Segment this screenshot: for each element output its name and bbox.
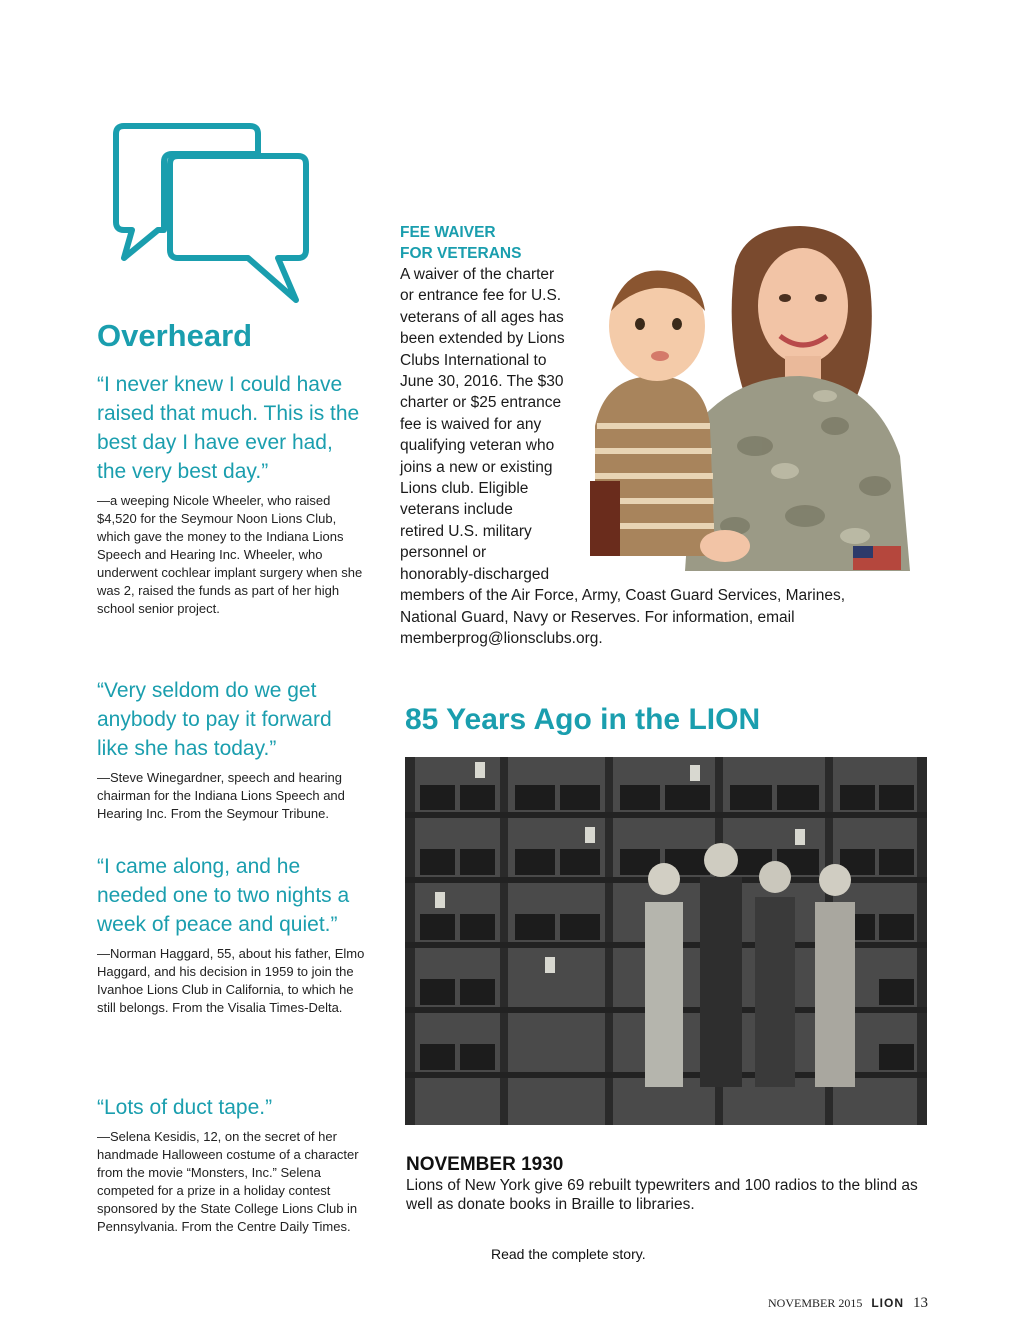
quote-block-2 <box>97 676 367 823</box>
date-heading: NOVEMBER 1930 <box>406 1154 564 1175</box>
fee-line: veterans of all ages has <box>400 308 564 326</box>
quote-text: “Very seldom do we get anybody to pay it forward like she has today.” <box>97 679 332 760</box>
page-footer <box>768 1295 928 1312</box>
quote-attribution: —Steve Winegardner, speech and hearing chairman for the Indiana Lions Speech and Hearing Inc. From the Seymour Tribune. <box>97 770 345 821</box>
fee-line: been extended by Lions <box>400 330 565 348</box>
fee-line: personnel or <box>400 544 487 562</box>
fee-line: June 30, 2016. The $30 <box>400 373 564 391</box>
fee-line: charter or $25 entrance <box>400 394 562 412</box>
quote-text: “I came along, and he needed one to two nights a week of peace and quiet.” <box>97 855 350 936</box>
fee-line: fee is waived for any <box>400 415 542 433</box>
fee-waiver-heading-line1: FEE WAIVER <box>400 224 496 241</box>
overheard-title: Overheard <box>97 318 253 353</box>
footer-issue: NOVEMBER 2015 <box>767 1296 863 1310</box>
fee-waiver-section <box>400 222 880 649</box>
quote-text: “Lots of duct tape.” <box>97 1096 273 1119</box>
fee-line: A waiver of the charter <box>400 266 555 283</box>
fee-line: joins a new or existing <box>400 458 553 476</box>
read-more-link[interactable]: Read the complete story. <box>491 1246 646 1262</box>
quote-block-4 <box>97 1093 367 1236</box>
fee-line: Clubs International to <box>400 351 547 369</box>
years-ago-title: 85 Years Ago in the LION <box>405 703 761 736</box>
quote-attribution: —Selena Kesidis, 12, on the secret of her handmade Halloween costume of a character from the movie “Monsters, Inc.” Selena competed for a prize in a holiday contest sponsored by the State College Lions Club in Pennsylvania. From the Centre Daily Times. <box>97 1129 359 1234</box>
quote-attribution: —Norman Haggard, 55, about his father, Elmo Haggard, and his decision in 1959 to join the Ivanhoe Lions Club in California, to which he still belongs. From the Visalia Times-Delta. <box>97 946 365 1015</box>
page-number: 13 <box>913 1295 928 1311</box>
fee-line: veterans include <box>400 501 513 519</box>
quote-block-1 <box>97 370 367 618</box>
fee-line: or entrance fee for U.S. <box>400 287 562 305</box>
footer-magazine: LION <box>871 1296 904 1310</box>
fee-line: honorably-discharged <box>400 565 550 583</box>
speech-bubbles-icon <box>110 118 310 308</box>
quote-text: “I never knew I could have raised that much. This is the best day I have ever had, the very best day.” <box>97 373 360 483</box>
quote-block-3 <box>97 852 367 1017</box>
quote-attribution: —a weeping Nicole Wheeler, who raised $4,520 for the Seymour Noon Lions Club, which gave the money to the Indiana Lions Speech and Hearing Inc. Wheeler, who underwent cochlear implant surgery when she was 2, raised the funds as part of her high school senior project. <box>97 493 363 616</box>
archive-typewriters-photo <box>405 757 927 1125</box>
fee-line: retired U.S. military <box>400 522 532 540</box>
fee-line: qualifying veteran who <box>400 437 555 455</box>
fee-waiver-wide-text: members of the Air Force, Army, Coast Guard Services, Marines, National Guard, Navy or Reserves. For information, email memberprog@lionsclubs.org. <box>400 587 846 647</box>
fee-waiver-heading-line2: FOR VETERANS <box>400 245 522 262</box>
fee-waiver-narrow-text <box>400 264 585 585</box>
fee-line: Lions club. Eligible <box>400 480 529 498</box>
years-ago-body: Lions of New York give 69 rebuilt typewriters and 100 radios to the blind as well as donate books in Braille to libraries. <box>406 1177 918 1213</box>
